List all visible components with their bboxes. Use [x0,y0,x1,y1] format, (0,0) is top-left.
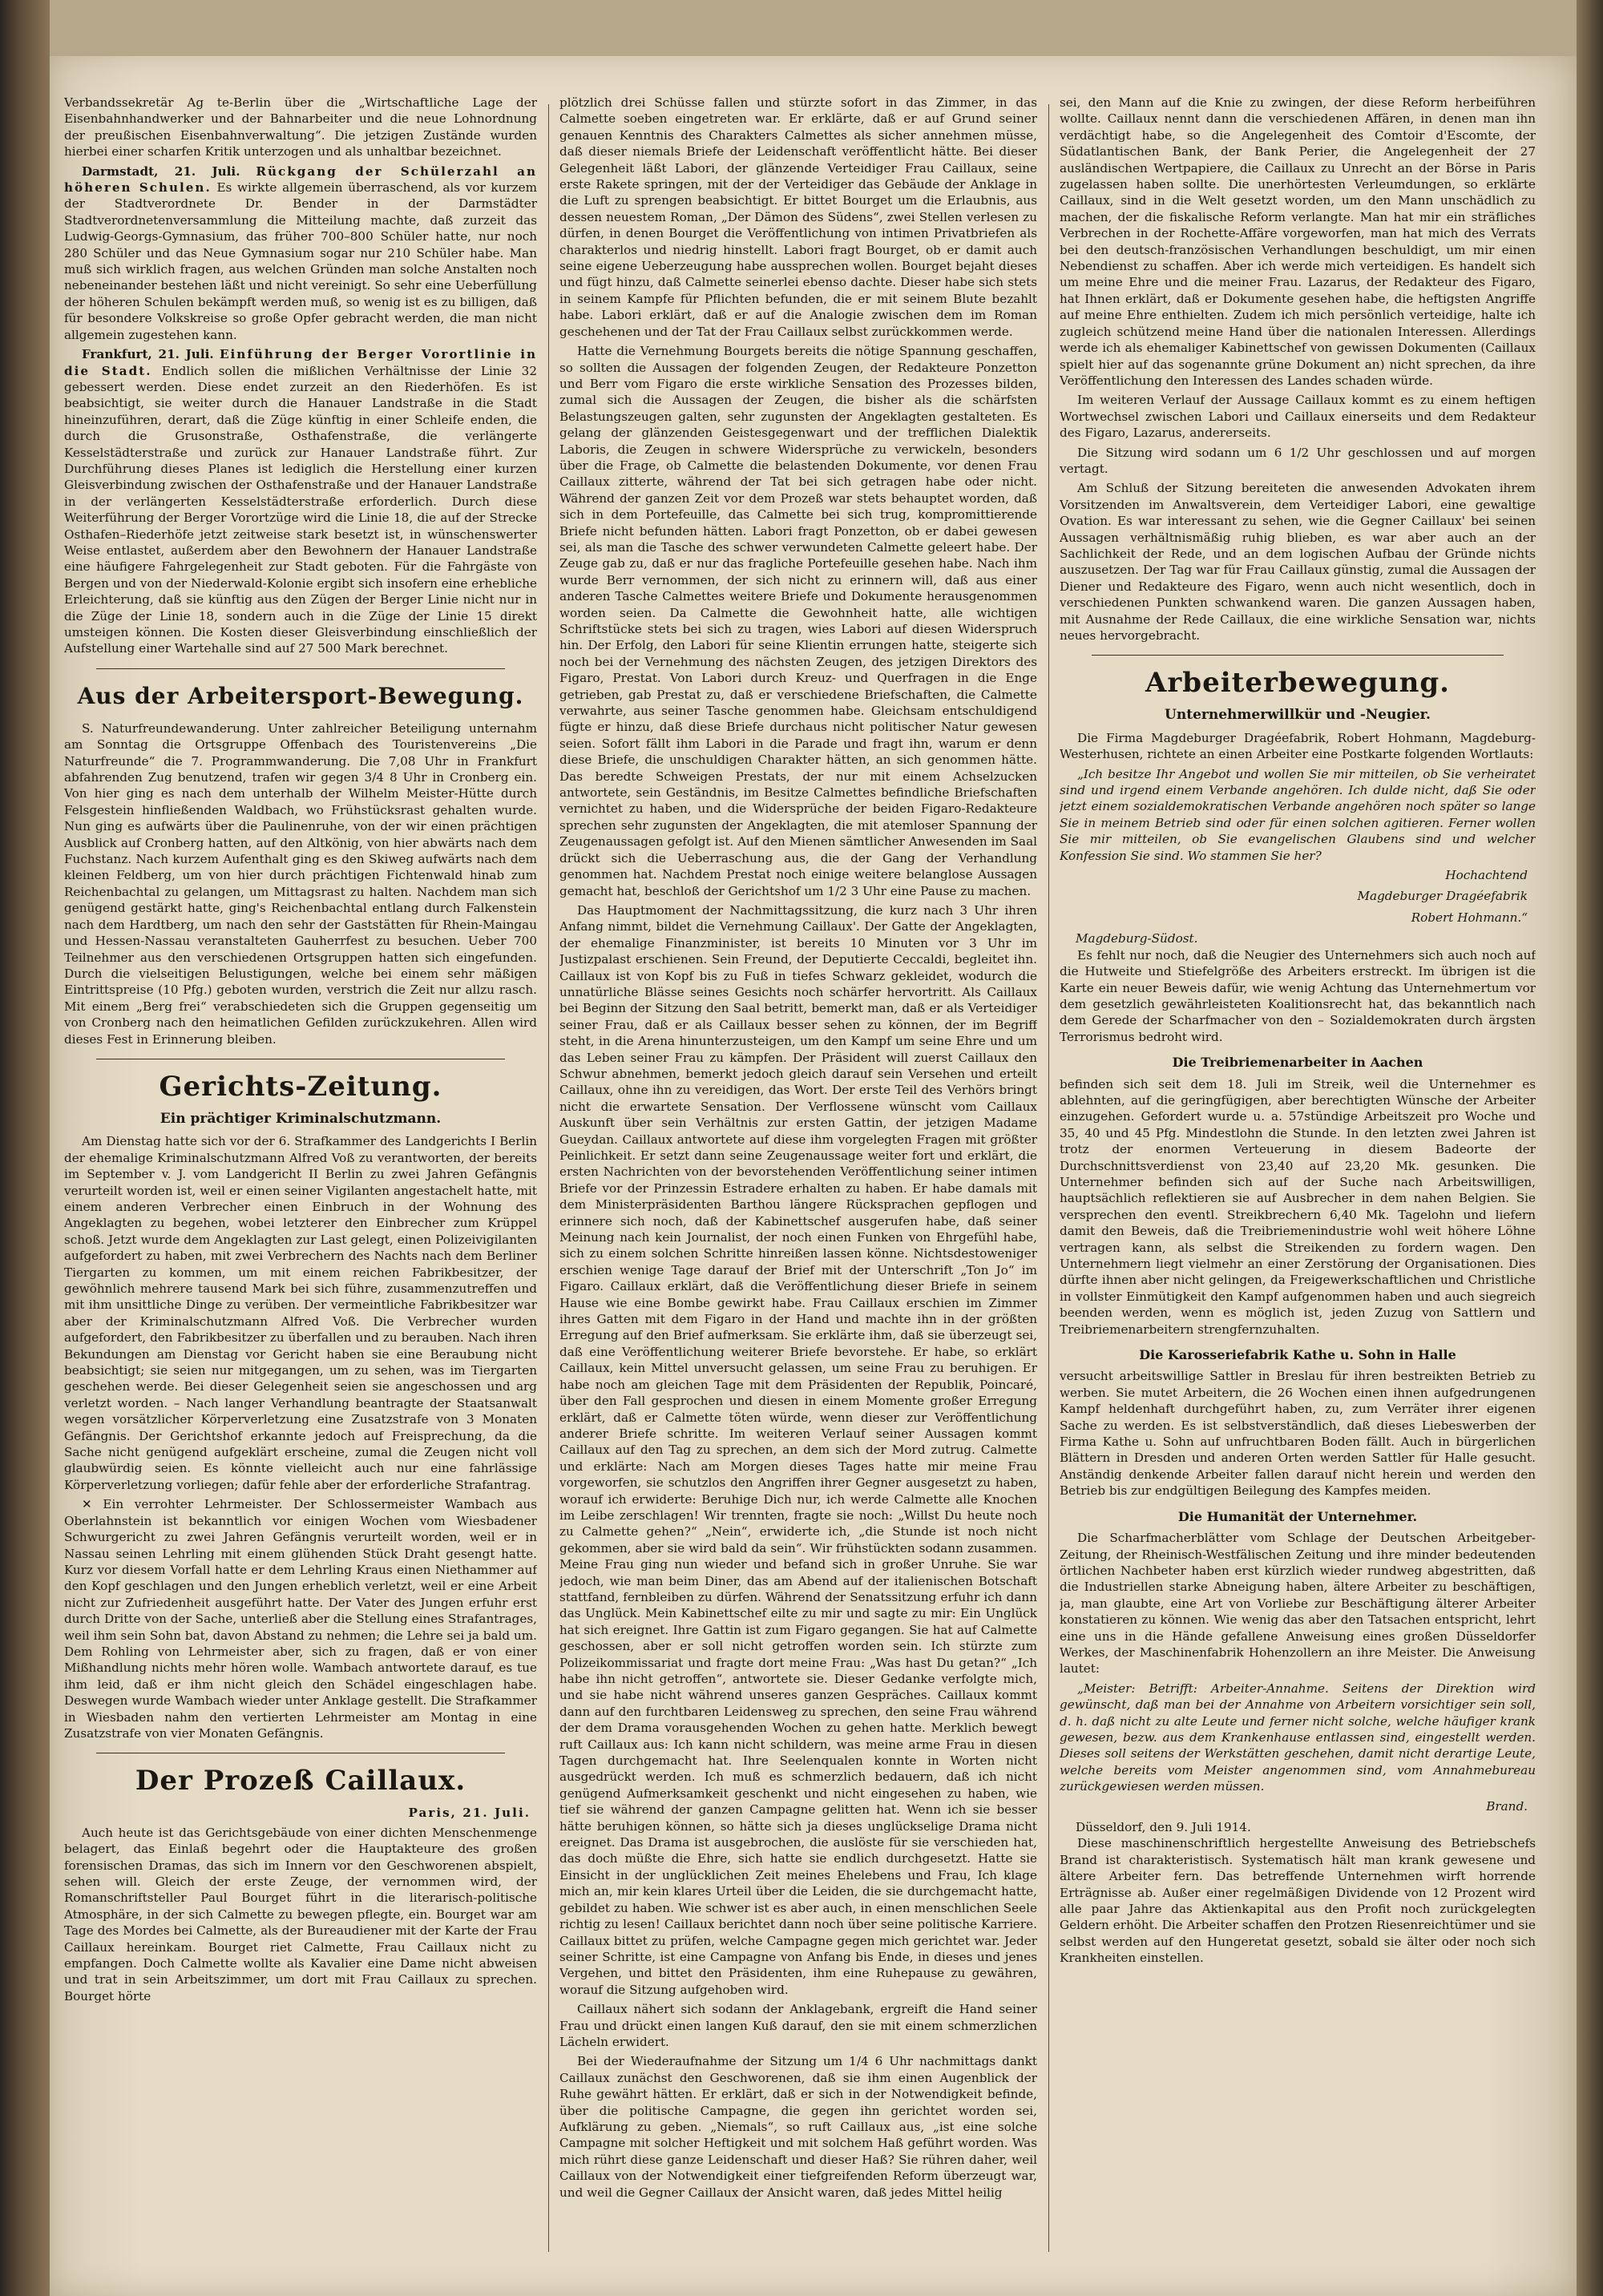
article-text: Bei der Wiederaufnahme der Sitzung um 1/4 6 Uhr nachmittags dankt Caillaux zunächst den Geschworenen, daß sie ihm einen Augenblick der Ruhe gewährt hätten. Er erklärt, daß er sich in der Notwendigkeit befinde, über die politische Campagne, die gegen ihn gerichtet worden sei, Aufklärung zu geben. „Niemals“, so ruft Caillaux aus, „ist eine solche Campagne mit solcher Heftigkeit und mit solchem Haß geführt worden. Was mich rührt diese ganze Leidenschaft und dieser Haß? Sie rühren daher, weil Caillaux von der Notwendigkeit einer tiefgreifenden Reform überzeugt war, und weil die Gegner Caillaux der Ansicht waren, daß jedes Mittel heilig [559,2054,1037,2200]
article-text: Hatte die Vernehmung Bourgets bereits die nötige Spannung geschaffen, so sollten die Aussagen der folgenden Zeugen, der Redakteure Ponzetton und Berr vom Figaro die erste wirkliche Sensation des Prozesses bilden, zumal sich die Aussagen der Zeugen, die bisher als die schärfsten Belastungszeugen galten, sehr zugunsten der Angeklagten gestalteten. Es gelang der glänzenden Geistesgegenwart und der trefflichen Dialektik Laboris, die Zeugen in schwere Widersprüche zu verwickeln, besonders über die Frage, ob Calmette die belastenden Dokumente, vor denen Frau Caillaux zitterte, während der Tat bei sich getragen habe oder nicht. Während der ganzen Zeit vor dem Prozeß war stets behauptet worden, daß sich in dem Portefeuille, das Calmette bei sich trug, kompromittierende Briefe nicht befunden hätten. Labori fragt Ponzetton, ob er dabei gewesen sei, als man die Tasche des schwer verwundeten Calmette geleert habe. Der Zeuge gab zu, daß er nur das fragliche Portefeuille gesehen habe. Nach ihm wurde Berr vernommen, der sich nicht zu erinnern will, daß aus einer anderen Tasche Calmettes weitere Briefe und Dokumente herausgenommen worden seien. Da Calmette die Gewohnheit hatte, alle wichtigen Schriftstücke stets bei sich zu tragen, wies Labori auf diesen Widerspruch hin. Der Erfolg, den Labori für seine Klientin errungen hatte, steigerte sich noch bei der Vernehmung des nächsten Zeugen, des jetzigen Direktors des Figaro, Prestat. Von Labori durch Kreuz- und Querfragen in die Enge getrieben, gab Prestat zu, daß er verschiedene Briefschaften, die Calmette verwahrte, aus seiner Tasche genommen habe. Gleichsam entschuldigend fügte er hinzu, daß diese Briefe durchaus nicht politischer Natur gewesen seien. Sofort fällt ihm Labori in die Parade und fragt ihn, warum er denn diese Briefe, die unschuldigen Charakter hätten, an sich genommen hätte. Das beredte Schweigen Prestats, der nur mit einem Achselzucken antwortete, sein Geständnis, im Besitze Calmettes befindliche Briefschaften vernichtet zu haben, und die Widersprüche der beiden Figaro-Redakteure sprechen sehr zugunsten der Angeklagten, die mit atemloser Spannung der Zeugenaussagen gefolgt ist. Auf den Mienen sämtlicher Anwesenden im Saal drückt sich die Ueberraschung aus, die der Gang der Verhandlung genommen hat. Nachdem Prestat noch einige weitere belanglose Aussagen gemacht hat, beschloß der Gerichtshof um 1/2 3 Uhr eine Pause zu machen. [559,344,1037,898]
divider [1092,655,1504,656]
article-text: befinden sich seit dem 18. Juli im Streik, weil die Unternehmer es ablehnten, auf die geringfügigen, aber berechtigten Wünsche der Arbeiter einzugehen. Gefordert wurde u. a. 57stündige Arbeitszeit pro Woche und 35, 40 und 45 Pfg. Mindestlohn die Stunde. In den letzten zwei Jahren ist trotz der enormen Verteuerung in diesem Badeorte der Durchschnittsverdienst von 23,40 auf 23,20 Mk. gesunken. Die Unternehmer befinden sich auf der Suche nach Arbeitswilligen, hauptsächlich reflektieren sie auf Ausbrecher in dem nahen Belgien. Sie versprechen den eventl. Streikbrechern 6,40 Mk. Tagelohn und liefern damit den Beweis, daß die Treibriemenindustrie wohl weit höhere Löhne vertragen kann, als selbst die Streikenden zu fordern wagen. Den Unternehmern liegt vielmehr an einer Zerstörung der Organisationen. Dies dürfte ihnen aber nicht gelingen, da Freigewerkschaftlichen und Christliche in vollster Einmütigkeit den Kampf aufgenommen haben und auch siegreich beenden werden, wenn es möglich ist, jeden Zuzug von Sattlern und Treibriemenarbeitern strengfernzuhalten. [1060,1076,1536,1337]
section-heading-labor: Arbeiterbewegung. [1145,667,1450,700]
article-text: Im weiteren Verlauf der Aussage Caillaux kommt es zu einem heftigen Wortwechsel zwischen Labori und Caillaux einerseits und dem Redakteur des Figaro, Lazarus, andererseits. [1060,393,1536,441]
article-text: Es wirkte allgemein überraschend, als vor kurzem der Stadtverordnete Dr. Bender in der Darmstädter Stadtverordnetenversammlung die Mitteilung machte, daß zurzeit das Ludwig-Georgs-Gymnasium, das früher 700–800 Schüler hatte, nur noch 280 Schüler und das Neue Gymnasium sogar nur 210 Schüler habe. Man muß sich wirklich fragen, aus welchen Gründen man solche Anstalten noch nebeneinander bestehen läßt und nicht vereinigt. So sehr eine Ueberfüllung der höheren Schulen bekämpft werden muß, so wenig ist es zu billigen, daß für besondere Volkskreise so große Opfer gebracht werden, die man nicht allgemein zugestehen kann. [64,180,537,342]
column-rule [1048,104,1049,2252]
article-text: Diese maschinenschriftlich hergestellte Anweisung des Betriebschefs Brand ist charakteristisch. Systematisch hält man krank gewesene und ältere Arbeiter fern. Das betreffende Unternehmen wirft horrende Erträgnisse ab. Außer einer regelmäßigen Dividende von 12 Prozent wird alle paar Jahre das Aktienkapital aus den Profit noch zurückgelegten Geldern erhöht. Die Arbeiter schaffen den Protzen Riesenreichtümer und sie selbst werden auf den Hungeretat gesetzt, sobald sie älter oder noch sich Krankheiten einstellen. [1060,1836,1536,1966]
section-heading-court: Gerichts-Zeitung. [159,1070,442,1103]
dateline: Paris, 21. Juli. [408,1806,531,1821]
column-3 [1060,95,1536,2258]
article-text: Das Hauptmoment der Nachmittagssitzung, die kurz nach 3 Uhr ihren Anfang nimmt, bildet die Vernehmung Caillaux'. Der Gatte der Angeklagten, der ehemalige Finanzminister, ist bereits 10 Minuten vor 3 Uhr im Justizpalast erschienen. Sein Freund, der Deputierte Ceccaldi, begleitet ihn. Caillaux ist von Kopf bis zu Fuß in tiefes Schwarz gekleidet, wodurch die unnatürliche Blässe seines Gesichts noch schärfer hervortritt. Als Caillaux bei Beginn der Sitzung den Saal betritt, bemerkt man, daß er als Verteidiger seiner Frau, daß er als Caillaux besser sehen zu können, der im Begriff steht, in die Arena hinunterzusteigen, um den Kampf um seine Ehre und um das Leben seiner Frau zu kämpfen. Der Präsident will zuerst Caillaux den Schwur abnehmen, bemerkt jedoch gleich darauf sein Versehen und erteilt Caillaux, ohne ihn zu vereidigen, das Wort. Der erste Teil des Verhörs bringt nicht die erwartete Sensation. Der Verflossene wünscht vom Caillaux Auskunft über sein Verhältnis zur ersten Gattin, der jetzigen Madame Gueydan. Caillaux antwortete auf diese ihm vorgelegten Fragen mit größter Peinlichkeit. Er setzt dann seine Zeugenaussage weiter fort und erklärt, die ersten Nachrichten von der bevorstehenden Veröffentlichung seiner intimen Briefe vor der Prinzessin Estradere erhalten zu haben. Er habe damals mit dem Ministerpräsidenten Barthou längere Rücksprachen gepflogen und erinnere sich noch, daß der Kabinettschef ausgerufen habe, daß seiner Meinung nach kein Journalist, der noch einen Funken von Ehrgefühl habe, sich zu einem solchen Schritte hinreißen lassen könne. Nichtsdestoweniger erschien wenige Tage darauf der Brief mit der Unterschrift „Ton Jo“ im Figaro. Caillaux erklärt, daß die Veröffentlichung dieser Briefe in seinem Hause wie eine Bombe gewirkt habe. Frau Caillaux erschien im Zimmer ihres Gatten mit dem Figaro in der Hand und machte ihn in der größten Erregung auf den Brief aufmerksam. Sie erklärte ihm, daß sie überzeugt sei, daß eine Veröffentlichung weiterer Briefe bevorstehe. Er habe, so erklärt Caillaux, kein Mittel unversucht gelassen, um seine Frau zu beruhigen. Er habe noch am gleichen Tage mit dem Präsidenten der Republik, Poincaré, über den Fall gesprochen und diesen in einem Momente großer Erregung erklärt, daß er Calmette töten würde, wenn dieser zur Veröffentlichung anderer Briefe schritte. Im weiteren Verlauf seiner Aussagen kommt Caillaux auf den Tag zu sprechen, an dem sich der Mord zutrug. Calmette und erklärte: Nach am Morgen dieses Tages hatte mir meine Frau vorgeworfen, sie schutzlos den Angriffen ihrer Gegner ausgesetzt zu haben, worauf ich erwiderte: Beruhige Dich nur, ich werde Calmette alle Knochen im Leibe zerschlagen! Wir trennten, fragte sie noch: „Willst Du heute noch zu Calmette gehen?“ „Nein“, erwiderte ich, „die Stunde ist noch nicht gekommen, aber sie wird bald da sein“. Wir frühstückten sodann zusammen. Meine Frau ging nun wieder und befand sich in großer Unruhe. Sie war jedoch, wie man beim Diner, das am Abend auf der italienischen Botschaft stattfand, fernbleiben zu dürfen. Während der Senatssitzung erfuhr ich dann das Unglück. Mein Kabinettschef eilte zu mir und sagte zu mir: Ein Unglück hat sich ereignet. Ihre Gattin ist zum Figaro gegangen. Sie hat auf Calmette geschossen, aber er soll nicht getroffen worden sein. Ich stürzte zum Polizeikommissariat und fragte dort meine Frau: „Was hast Du getan?“ „Ich habe ihn nicht getroffen“, antwortete sie. Dieser Gedanke verfolgte mich, und sie habe nicht während unseres ganzen Gespräches. Caillaux kommt dann auf den furchtbaren Leidensweg zu sprechen, den seine Frau während der dem Drama vorausgehenden Wochen zu gehen hatte. Merklich bewegt ruft Caillaux aus: Ich kann nicht schildern, was meine arme Frau in diesen Tagen durchgemacht hat. Ihre Seelenqualen konnte in Worten nicht ausgedrückt werden. Ich muß es schmerzlich bedauern, daß ich nicht genügend Aufmerksamkeit geschenkt und nicht eingesehen zu haben, wie tief sie während der ganzen Campagne gelitten hat. Wenn ich sie besser hätte beruhigen können, so hätte sich ja dieses unglückselige Drama nicht ereignet. Das Drama ist ausgebrochen, die auslöste für sie verschieden hat, das doch müßte die Ehre, sich hatte sie endlich durchgesetzt. Hatte sie Einsicht in der unglücklichen Zeit meines Ehelebens und Frau, Ich klage mich an, mir kein klares Urteil über die Leiden, die sie durchgemacht hatte, gebildet zu haben. Wie schwer ist es aber auch, in einen menschlichen Seele richtig zu lesen! Caillaux berichtet dann noch über seine politische Karriere. Caillaux bittet zu prüfen, welche Campagne gegen mich gerichtet war. Jeder seiner Schritte, ist eine Campagne von Anfang bis Ende, in dieses und jenes Vergehen, und bittet den Präsidenten, ihm eine Ruhepause zu gewähren, worauf die Sitzung aufgehoben wird. [559,902,1037,1997]
article-headline: Rückgang der Schülerzahl an höheren Schulen. [64,163,537,196]
signature-line: Brand. [1486,1798,1528,1814]
place-line: Magdeburg-Südost. [1076,931,1198,946]
signature-line: Robert Hohmann.“ [1411,910,1528,925]
article-text: Verbandssekretär Ag te-Berlin über die „Wirtschaftliche Lage der Eisenbahnhandwerker und der Bahnarbeiter und die neue Lohnordnung der preußischen Eisenbahnverwaltung“. Die jetzigen Zustände wurden hierbei einer scharfen Kritik unterzogen und als unhaltbar bezeichnet. [64,95,537,159]
article-text: Die Sitzung wird sodann um 6 1/2 Uhr geschlossen und auf morgen vertagt. [1060,445,1536,476]
article-subheading: Unternehmerwillkür und -Neugier. [1165,707,1431,724]
article-heading: Die Treibriemenarbeiter in Aachen [1172,1055,1423,1071]
article-text: versucht arbeitswillige Sattler in Breslau für ihren bestreikten Betrieb zu werben. Sie mutet Arbeitern, die 26 Wochen einen ihnen aufgedrungenen Kampf heldenhaft durchgeführt haben, zu, zum Verräter ihrer eigenen Sache zu werden. Es ist selbstverständlich, daß dieses Liebeswerben der Firma Kathe u. Sohn auf unfruchtbaren Boden fällt. Auch in bürgerlichen Blättern in Dresden und anderen Orten werden Sattler für Halle gesucht. Anständig denkende Arbeiter fallen darauf nicht herein und werden den Betrieb bis zur endgültigen Beilegung des Kampfes meiden. [1060,1369,1536,1499]
article-text: ✕ Ein verrohter Lehrmeister. Der Schlossermeister Wambach aus Oberlahnstein ist bekanntlich vor einigen Wochen vom Wiesbadener Schwurgericht zu zwei Jahren Gefängnis verurteilt worden, weil er in Nassau seinen Lehrling mit einem glühenden Stück Draht gesengt hatte. Kurz vor diesem Vorfall hatte er dem Lehrling Kraus einen Niethammer auf den Kopf geschlagen und den Jungen erheblich verletzt, weil er eine Arbeit nicht zur Zufriedenheit ausgeführt hatte. Der Vater des Jungen erfuhr erst durch Dritte von der Sache, unterließ aber die Stellung eines Strafantrages, weil ihm sein Sohn bat, davon Abstand zu nehmen; die Lehre sei ja bald um. Dem Rohling von Lehrmeister aber, sich zu fragen, daß er von einer Mißhandlung nichts mehr hören wolle. Wambach antwortete darauf, es tue ihm leid, daß er ihm nicht gleich den Schädel eingeschlagen habe. Deswegen wurde Wambach wieder unter Anklage gestellt. Die Strafkammer in Wiesbaden nahm den vertierten Lehrmeister am Montag in eine Zusatzstrafe von vier Monaten Gefängnis. [64,1497,537,1741]
article-text: Am Schluß der Sitzung bereiteten die anwesenden Advokaten ihrem Vorsitzenden im Anwaltsverein, dem Verteidiger Labori, eine gewaltige Ovation. Es war interessant zu sehen, wie die Gegner Caillaux' bei seinen Aussagen verhältnismäßig ruhig blieben, es war aber auch an der Sachlichkeit der Rede, und an dem logischen Aufbau der Gründe nichts auszusetzen. Der Tag war für Frau Caillaux günstig, zumal die Aussagen der Diener und Redakteure des Figaro, wenn auch nicht wesentlich, doch in verschiedenen Punkten schwankend waren. Die ganzen Aussagen haben, mit Ausnahme der Rede Caillaux, die eine wirkliche Sensation war, nichts neues hervorgebracht. [1060,481,1536,643]
article-subheading: Ein prächtiger Kriminalschutzmann. [159,1110,442,1127]
article-paragraph [64,346,537,657]
signature-line: Hochachtend [1445,868,1528,883]
signature-line: Magdeburger Dragéefabrik [1357,889,1528,904]
article-text: sei, den Mann auf die Knie zu zwingen, der diese Reform herbeiführen wollte. Caillaux nennt dann die verschiedenen Affären, in denen man ihn verdächtigt habe, so die Angelegenheit des Comtoir d'Escomte, der Südatlantischen Bank, der Bank Perier, die Angelegenheit der 27 ausländischen Wertpapiere, die Caillaux zu Unrecht an der Börse in Paris zugelassen haben sollte. Die unerhörtesten Verleumdungen, so erklärte Caillaux, sind in die Welt gesetzt worden, um den Mann unschädlich zu machen, der die fiskalische Reform verlangte. Man hat mir ein sträfliches Verbrechen in der Rochette-Affäre vorgeworfen, man hat mich des Verrats bei den deutsch-französischen Verhandlungen beschuldigt, um mir einen Nebendienst zu schaffen. Aber ich werde mich verteidigen. Es handelt sich um meine Ehre und die meiner Frau. Lazarus, der Redakteur des Figaro, hat Ihnen erklärt, daß er Dokumente gesehen habe, die heftigsten Angriffe auf meine Ehre enthielten. Zudem ich mich persönlich verteidige, halte ich zugleich schützend meine Hand über die nationalen Interessen. Allerdings werde ich als ehemaliger Kabinettschef von gewissen Dokumenten (Caillaux spielt hier auf das sogenannte grüne Dokument an) nicht sprechen, da ihre Veröffentlichung den Interessen des Landes schaden würde. [1060,95,1536,388]
article-text: Endlich sollen die mißlichen Verhältnisse der Linie 32 gebessert werden. Diese endet zurzeit an den Riederhöfen. Es ist beabsichtigt, sie weiter durch die Hanauer Landstraße in die Stadt hineinzuführen, derart, daß die Züge künftig in einer Schleife enden, die durch die Grusonstraße, Osthafenstraße, die verlängerte Kesselstädterstraße und zurück zur Hanauer Landstraße führt. Zur Durchführung dieses Planes ist lediglich die Herstellung einer kurzen Gleisverbindung zwischen der Osthafenstraße und der Hanauer Landstraße in der verlängerten Kesselstädterstraße erforderlich. Durch diese Weiterführung der Berger Vorortzüge wird die Linie 18, die auf der Strecke Osthafen–Riederhöfe jetzt zeitweise stark besetzt ist, in wünschenswerter Weise entlastet, außerdem aber den Bewohnern der Hanauer Landstraße eine häufigere Fahrgelegenheit zur Stadt geboten. Für die Fahrgäste von Bergen und von der Niederwald-Kolonie ergibt sich insofern eine erhebliche Erleichterung, daß sie künftig aus den Zügen der Berger Linie nicht nur in die Züge der Linie 18, sondern auch in die Züge der Linie 15 direkt umsteigen können. Die Kosten dieser Gleisverbindung einschließlich der Aufstellung einer Wartehalle sind auf 27 500 Mark berechnet. [64,363,537,656]
article-heading: Die Karosseriefabrik Kathe u. Sohn in Halle [1139,1347,1456,1363]
dateline: Darmstadt, 21. Juli. [82,163,240,179]
article-text: S. Naturfreundewanderung. Unter zahlreicher Beteiligung unternahm am Sonntag die Ortsgruppe Offenbach des Touristenvereins „Die Naturfreunde“ die 7. Programmwanderung. Die 7,08 Uhr in Frankfurt abfahrenden Zug benutzend, trafen wir gegen 3/4 8 Uhr in Cronberg ein. Von hier ging es nach dem unterhalb der Wilhelm Meister-Hütte durch Felsgestein hinfließenden Waldbach, wo Frühstücksrast gehalten wurde. Nun ging es aufwärts über die Paulinenruhe, von der wir einen prächtigen Ausblick auf Cronberg hatten, auf den Altkönig, von hier abwärts nach dem Fuchstanz. Nach kurzem Aufenthalt ging es den Skiweg aufwärts nach dem kleinen Feldberg, um von hier durch prächtigen Fichtenwald hinab zum Reichenbachtal zu gelangen, um Mittagsrast zu halten. Nachdem man sich genügend gestärkt hatte, ging's Reichenbachtal entlang durch Falkenstein nach dem Hardtberg, um nach den sehr der Gaststätten für Rhein-Maingau und Hessen-Nassau veranstalteten Gauherrfest zu besuchen. Ueber 700 Teilnehmer aus den verschiedenen Ortsgruppen hatten sich eingefunden. Durch die vielseitigen Belustigungen, welche bei einem sehr mäßigen Eintrittspreise (10 Pfg.) geboten wurden, verstrich die Zeit nur allzu rasch. Mit einem „Berg frei“ verabschiedeten sich die Gruppen gegenseitig um von Cronberg nach den heimatlichen Gefilden zurückzukehren. Allen wird dieses Fest in Erinnerung bleiben. [64,720,537,1047]
newspaper-page [50,56,1577,2296]
dateline: Frankfurt, 21. Juli. [82,347,214,362]
article-text: Auch heute ist das Gerichtsgebäude von einer dichten Menschenmenge belagert, das Einlaß begehrt oder die Hauptakteure des großen forensischen Dramas, das sich im Innern vor den Geschworenen abspielt, sehen will. Gleich der erste Zeuge, der vernommen wird, der Romanschriftsteller Paul Bourget führt in die literarisch-politische Atmosphäre, in der sich Calmette zu bewegen pflegte, ein. Bourget war am Tage des Mordes bei Calmette, als der Bureaudiener mit der Karte der Frau Caillaux hereinkam. Bourget riet Calmette, Frau Caillaux nicht zu empfangen. Doch Calmette wollte als Kavalier eine Dame nicht abweisen und trat in sein Arbeitszimmer, um dort mit Frau Caillaux zu sprechen. Bourget hörte [64,1825,537,2003]
quoted-instruction: „Meister: Betrifft: Arbeiter-Annahme. Seitens der Direktion wird gewünscht, daß man bei der Annahme von Arbeitern vorsichtiger sein soll, d. h. daß nicht zu alte Leute und ferner nicht solche, welche häufiger krank gewesen, bezw. aus dem Krankenhause entlassen sind, eingestellt werden. Dieses soll seitens der Werkstätten geschehen, damit nicht derartige Leute, welche bereits vom Meister angenommen sind, vom Annahmebureau zurückgewiesen werden müssen. [1060,1681,1536,1794]
article-headline: Einführung der Berger Vorortlinie in die Stadt. [64,347,537,378]
article-text: Es fehlt nur noch, daß die Neugier des Unternehmers sich auch noch auf die Hutweite und Stiefelgröße des Arbeiters erstreckt. Im übrigen ist die Karte ein neuer Beweis dafür, wie wenig Achtung das Unternehmertum vor dem gesetzlich gewährleisteten Koalitionsrecht hat, das bekanntlich nach dem Gerede der Scharfmacher von den – Sozialdemokraten durch ärgsten Terrorismus bedroht wird. [1060,947,1536,1044]
article-heading: Die Humanität der Unternehmer. [1177,1508,1418,1524]
column-2 [559,95,1037,2258]
section-heading-sport: Aus der Arbeitersport-Bewegung. [77,682,524,709]
article-text: plötzlich drei Schüsse fallen und stürzte sofort in das Zimmer, in das Calmette soeben eingetreten war. Er erklärte, daß er auf Grund seiner genauen Kenntnis des Charakters Calmettes als sicher annehmen müsse, daß dieser niemals Briefe der Leidenschaft veröffentlicht hätte. Bei dieser Gelegenheit läßt Labori, der glänzende Verteidiger Frau Caillaux, seine erste Rakete springen, mit der der Verteidiger das Gebäude der Anklage in die Luft zu sprengen beabsichtigt. Er bittet Bourget um die Erlaubnis, aus dessen neuestem Roman, „Der Dämon des Südens“, zwei Stellen verlesen zu dürfen, in denen Bourget die Veröffentlichung von intimen Privatbriefen als charakterlos und niedrig hinstellt. Labori fragt Bourget, ob er damit auch seine eigene Ueberzeugung habe aussprechen wollen. Bourget bejaht dieses und fügt hinzu, daß Calmette seinerlei ebenso dachte. Dieser habe sich stets in seinem Kampfe für Pflichten befunden, die er mit seinem Blute bezahlt habe. Labori erklärt, daß er auf die Analogie zwischen dem im Roman geschehenen und der Tat der Frau Caillaux selbst zurückkommen werde. [559,95,1037,339]
divider [96,668,505,669]
quoted-postcard: „Ich besitze Ihr Angebot und wollen Sie mir mitteilen, ob Sie verheiratet sind und irgend einem Verbande angehören. Ich dulde nicht, daß Sie oder jetzt einem sozialdemokratischen Verbande angehören noch später so lange Sie in meinem Betrieb sind oder für einen solchen agitieren. Ferner wollen Sie mir mitteilen, ob Sie evangelischen Glaubens sind und welcher Konfession Sie sind. Wo stammen Sie her? [1060,766,1536,863]
column-rule [548,104,549,2252]
article-text: Die Firma Magdeburger Dragéefabrik, Robert Hohmann, Magdeburg-Westerhusen, richtete an einen Arbeiter eine Postkarte folgenden Wortlauts: [1060,730,1536,762]
book-binding-right [1577,0,1603,2296]
date-line: Düsseldorf, den 9. Juli 1914. [1076,1820,1251,1834]
article-text: Die Scharfmacherblätter vom Schlage der Deutschen Arbeitgeber-Zeitung, der Rheinisch-Westfälischen Zeitung und ihre minder bedeutenden örtlichen Nachbeter haben erst kürzlich wieder rundweg abgestritten, daß die Industriellen starke Abneigung haben, ältere Arbeiter zu beschäftigen, ja, man glaubte, eine Art von Vorliebe zur Beschäftigung älterer Arbeiter konstatieren zu können. Wie wenig das aber den Tatsachen entspricht, lehrt eine uns in die Hände gefallene Anweisung eines großen Düsseldorfer Werkes, der Maschinenfabrik Hohenzollern an ihre Meister. Die Anweisung lautet: [1060,1531,1536,1677]
column-1 [64,95,537,2258]
article-text: Am Dienstag hatte sich vor der 6. Strafkammer des Landgerichts I Berlin der ehemalige Kriminalschutzmann Alfred Voß zu verantworten, der bereits im September v. J. vom Landgericht II Berlin zu zwei Jahren Gefängnis verurteilt worden ist, weil er einen seiner Vigilanten angestachelt hatte, mit einem anderen Verbrecher einen Einbruch in der Wohnung des Angeklagten zu begehen, wobei letzterer den Einbrecher zum Krüppel schoß. Jetzt wurde dem Angeklagten zur Last gelegt, einen Polizeivigilanten aufgefordert zu haben, mit zwei Verbrechern des Nachts nach dem Berliner Tiergarten zu kommen, um mit einem reichen Fabrikbesitzer, der gewöhnlich mehrere tausend Mark bei sich führe, zusammenzutreffen und mit ihm unsittliche Dinge zu verüben. Der vermeintliche Fabrikbesitzer war aber der Kriminalschutzmann Alfred Voß. Die Verbrecher wurden aufgefordert, den Fabrikbesitzer zu überfallen und zu berauben. Nach ihren Bekundungen am Dienstag vor Gericht haben sie eine Beraubung nicht beabsichtigt; sie seien nur mitgegangen, um zu sehen, was im Tiergarten geschehen werde. Bei dieser Gelegenheit seien sie angeschossen und arg verletzt worden. – Nach langer Verhandlung beantragte der Staatsanwalt wegen vorsätzlicher Körperverletzung eine Zusatzstrafe von 3 Monaten Gefängnis. Der Gerichtshof erkannte jedoch auf Freisprechung, da die Sache nicht genügend aufgeklärt erscheine, zumal die Zeugen nicht voll glaubwürdig seien. Es könnte vielleicht auch nur eine fahrlässige Körperverletzung vorliegen; dafür fehle aber der erforderliche Strafantrag. [64,1134,537,1492]
book-binding-left [0,0,50,2296]
article-paragraph [64,163,537,343]
article-text: Caillaux nähert sich sodann der Anklagebank, ergreift die Hand seiner Frau und drückt einen langen Kuß darauf, den sie mit einem schmerzlichen Lächeln erwidert. [559,2002,1037,2049]
section-heading-caillaux: Der Prozeß Caillaux. [135,1765,466,1798]
